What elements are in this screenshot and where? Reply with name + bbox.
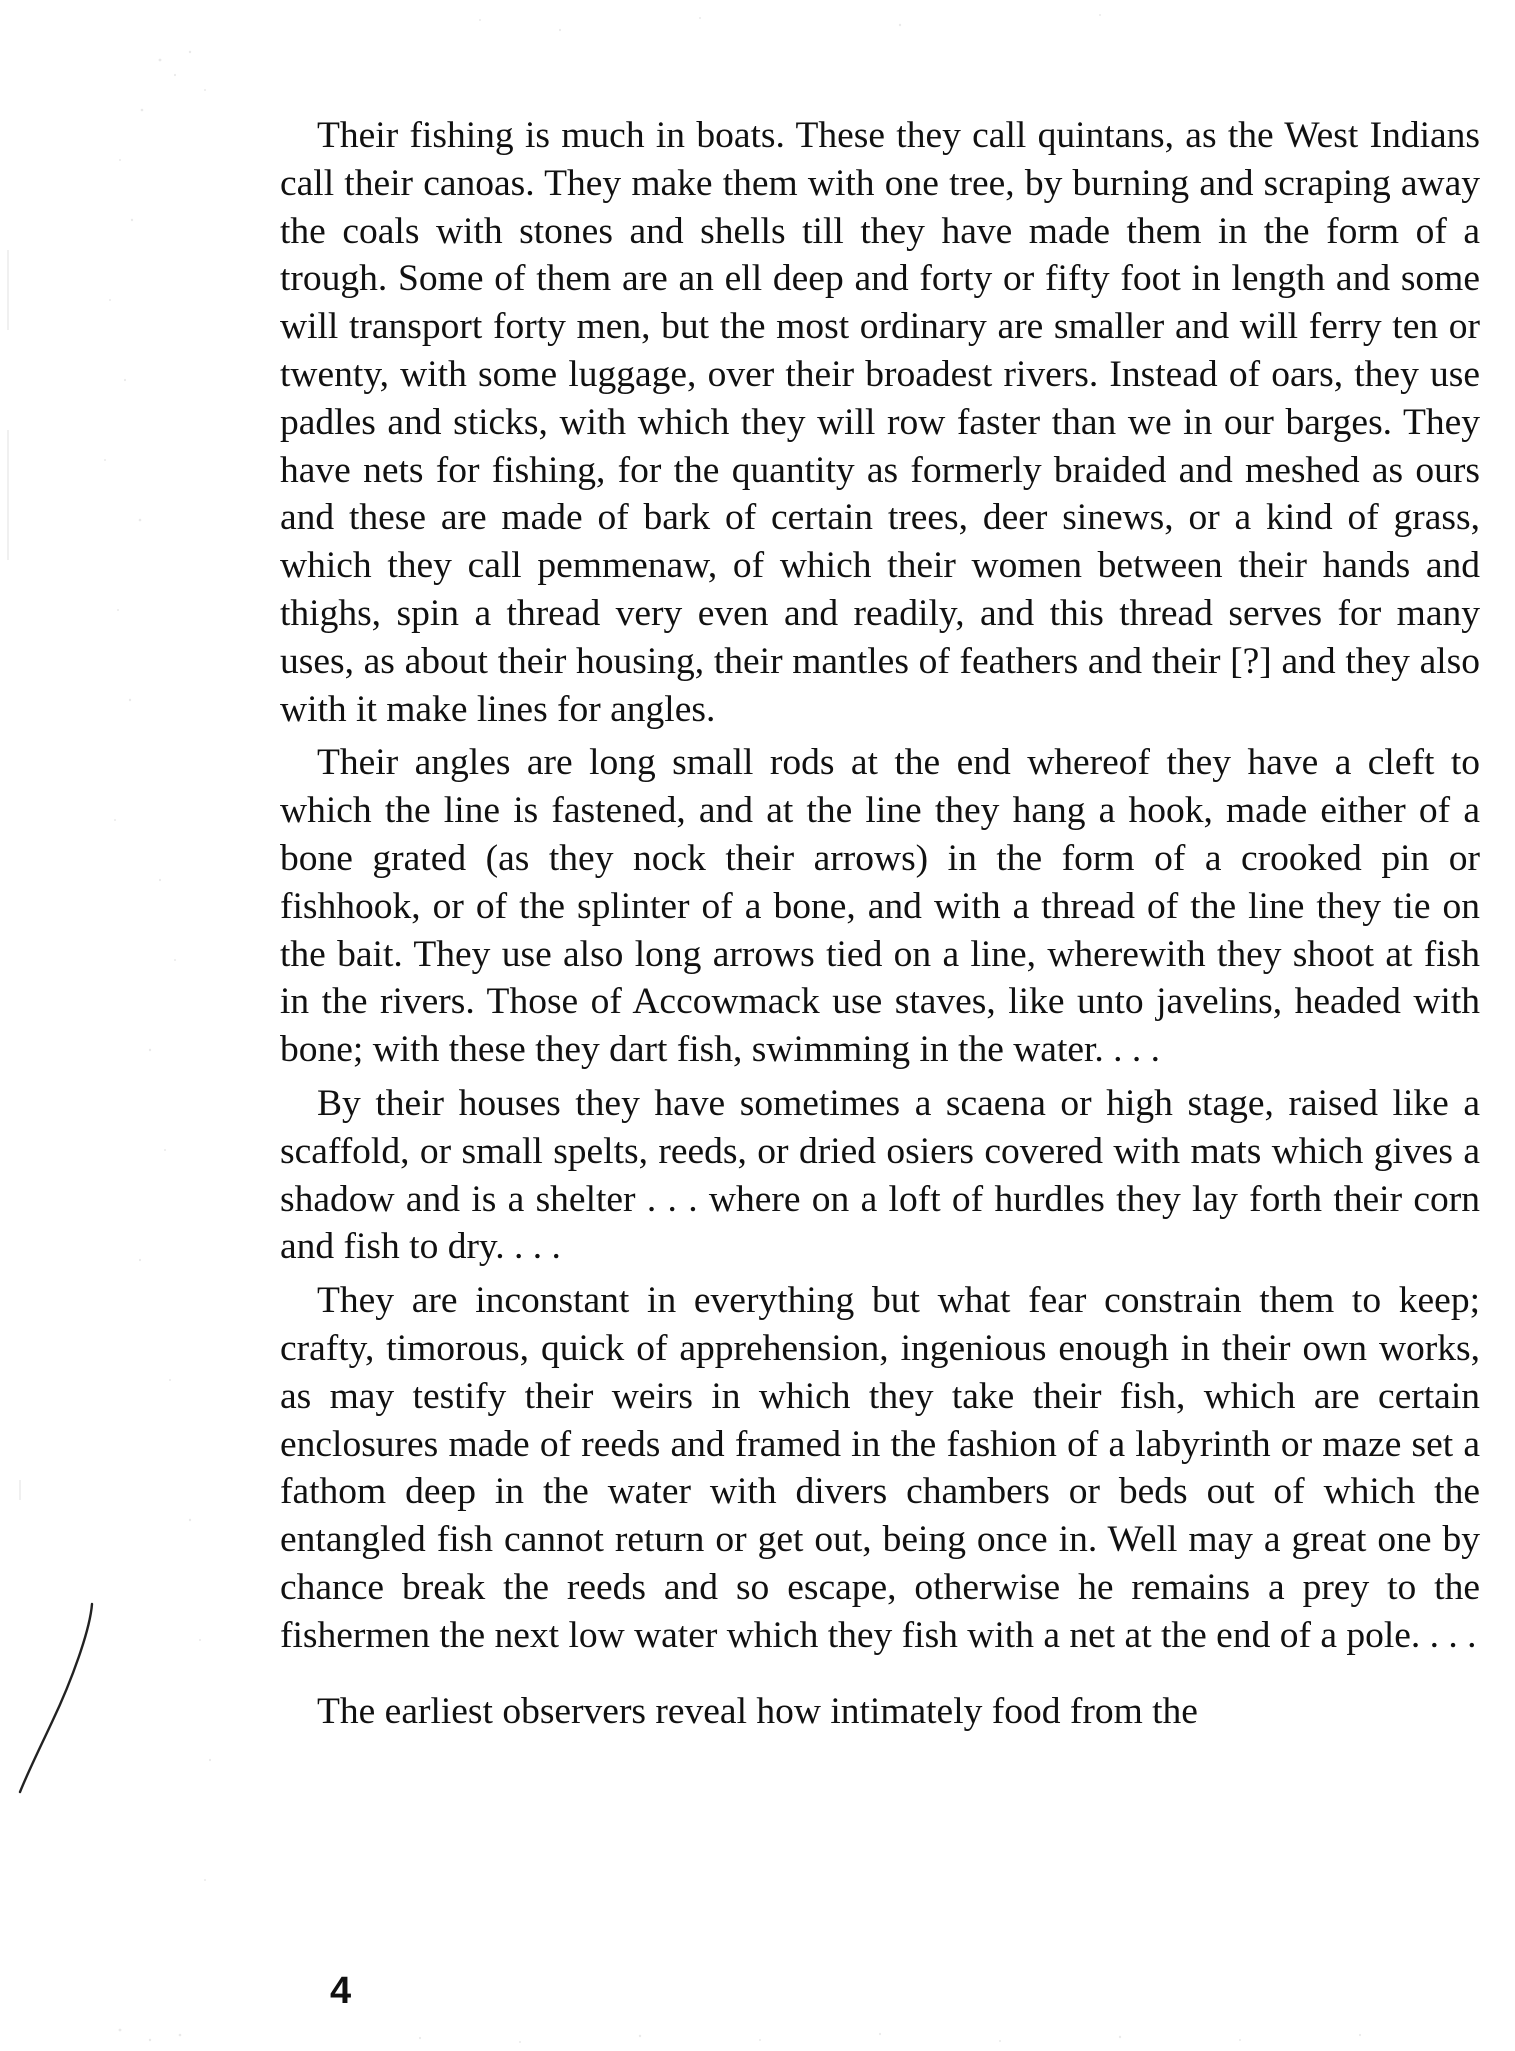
- handwritten-margin-stroke: [10, 1600, 100, 1800]
- body-text: [280, 112, 1480, 1735]
- page-number: 4: [330, 1970, 352, 2012]
- paragraph-weirs: They are inconstant in everything but what fear constrain them to keep; crafty, timorous, quick of apprehension, ingenious enough in their own works, as may testify their weirs in which they take their fish, which are certain enclosures made of reeds and framed in the fashion of a labyrinth or maze set a fathom deep in the water with divers chambers or beds out of which the entangled fish cannot return or get out, being once in. Well may a great one by chance break the reeds and so escape, otherwise he remains a prey to the fishermen the next low water which they fish with a net at the end of a pole. . . .: [280, 1280, 1480, 1656]
- paragraph-earliest-observers: The earliest observers reveal how intimately food from the: [317, 1690, 1198, 1732]
- paragraph-scaena: By their houses they have sometimes a scaena or high stage, raised like a scaffold, or small spelts, reeds, or dried osiers covered with mats which gives a shadow and is a shelter . . . where on a loft of hurdles they lay forth their corn and fish to dry. . . .: [280, 1082, 1480, 1268]
- paragraph-angles: Their angles are long small rods at the end whereof they have a cleft to which the line is fastened, and at the line they hang a hook, made either of a bone grated (as they nock their arrows) in the form of a crooked pin or fishhook, or of the splinter of a bone, and with a thread of the line they tie on the bait. They use also long arrows tied on a line, wherewith they shoot at fish in the rivers. Those of Accowmack use staves, like unto javelins, headed with bone; with these they dart fish, swimming in the water. . . .: [280, 742, 1480, 1071]
- paragraph-fishing-boats: Their fishing is much in boats. These they call quintans, as the West Indians call their canoas. They make them with one tree, by burning and scraping away the coals with stones and shells till they have made them in the form of a trough. Some of them are an ell deep and forty or fifty foot in length and some will transport forty men, but the most ordinary are smaller and will ferry ten or twenty, with some luggage, over their broadest rivers. Instead of oars, they use padles and sticks, with which they will row faster than we in our barges. They have nets for fishing, for the quantity as formerly braided and meshed as ours and these are made of bark of certain trees, deer sinews, or a kind of grass, which they call pemmenaw, of which their women between their hands and thighs, spin a thread very even and readily, and this thread serves for many uses, as about their housing, their mantles of feathers and their [?] and they also with it make lines for angles.: [280, 115, 1480, 730]
